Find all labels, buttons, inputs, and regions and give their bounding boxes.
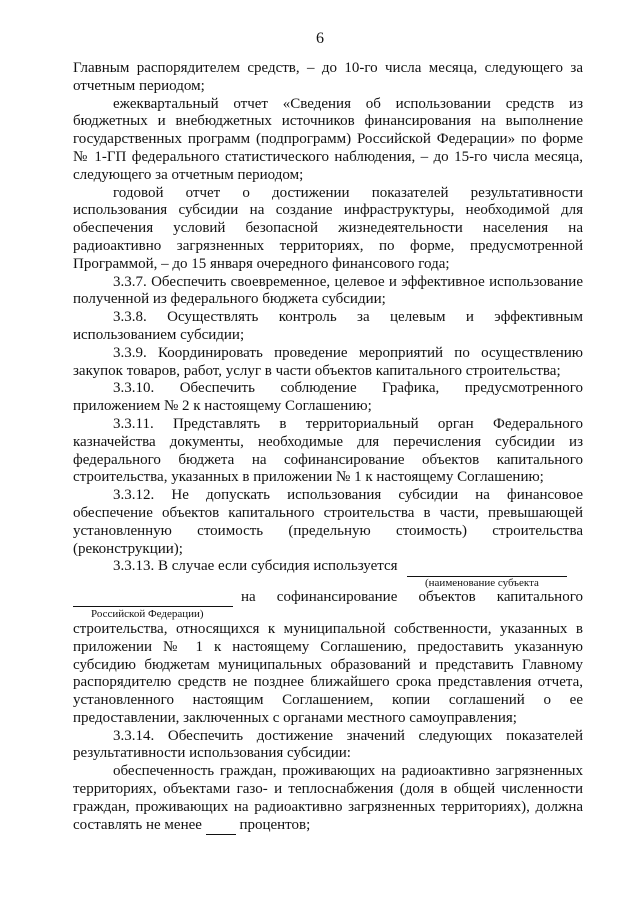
paragraph-deadline-10: Главным распорядителем средств, – до 10-го числа месяца, следующего за отчетным периодом; bbox=[73, 60, 583, 94]
document-body bbox=[73, 60, 583, 835]
clause-3-3-9: 3.3.9. Координировать проведение мероприятий по осуществлению закупок товаров, работ, услуг в части объектов капитального строительства; bbox=[73, 344, 583, 379]
subject-blank-line bbox=[407, 558, 567, 577]
subject-name-note: (наименование субъекта bbox=[425, 577, 539, 590]
clause-3-3-11: 3.3.11. Представлять в территориальный орган Федерального казначейства документы, необходимые для перечисления субсидии из федерального бюджета на софинансирование объектов капитального строительства, указанных в приложении № 1 к настоящему Соглашению; bbox=[73, 415, 583, 486]
clause-3-3-7: 3.3.7. Обеспечить своевременное, целевое и эффективное использование полученной из федерального бюджета субсидии; bbox=[73, 273, 583, 308]
paragraph-gas-heat-supply bbox=[73, 763, 583, 835]
percent-label: процентов; bbox=[239, 816, 311, 833]
page-number: 6 bbox=[316, 30, 324, 47]
clause-3-3-13-start: 3.3.13. В случае если субсидия используется bbox=[113, 558, 398, 575]
subject-blank-line-2 bbox=[73, 591, 233, 607]
clause-3-3-8: 3.3.8. Осуществлять контроль за целевым и эффективным использованием субсидии; bbox=[73, 309, 583, 343]
percent-blank bbox=[206, 817, 236, 836]
gas-heat-supply-text: обеспеченность граждан, проживающих на радиоактивно загрязненных территориях, объектами газо- и теплоснабжения (доля в общей численности граждан, проживающих на радиоактивно загрязненных территориях), должна составлять не менее bbox=[73, 763, 583, 833]
clause-3-3-12: 3.3.12. Не допускать использования субсидии на финансовое обеспечение объектов капитального строительства в части, превышающей установленную стоимость (предельную стоимость) строительства (реконструкции); bbox=[73, 487, 583, 557]
clause-3-3-14: 3.3.14. Обеспечить достижение значений следующих показателей результативности использования субсидии: bbox=[73, 727, 583, 762]
clause-3-3-13-mid: на софинансирование объектов капитального bbox=[241, 589, 583, 606]
clause-3-3-10: 3.3.10. Обеспечить соблюдение Графика, предусмотренного приложением № 2 к настоящему Соглашению; bbox=[73, 380, 583, 415]
subject-federation-note: Российской Федерации) bbox=[91, 607, 204, 620]
paragraph-annual-report: годовой отчет о достижении показателей результативности использования субсидии на создание инфраструктуры, необходимой для обеспечения условий безопасной жизнедеятельности населения на радиоактивно загрязненных территориях, по форме, предусмотренной Программой, – до 15 января очередного финансового года; bbox=[73, 184, 583, 272]
clause-3-3-13-end: строительства, относящихся к муниципальной собственности, указанных в приложении № 1 к настоящему Соглашению, предоставить указанную субсидию бюджетам муниципальных образований и представить Главному распорядителю средств не позднее ближайшего срока представления отчета, установленного настоящим Соглашением, копии соглашений о ее предоставлении, заключенных с органами местного самоуправления; bbox=[73, 620, 583, 726]
paragraph-quarterly-report: ежеквартальный отчет «Сведения об использовании средств из бюджетных и внебюджетных источников финансирования на выполнение государственных программ (подпрограмм) Российской Федерации» по форме № 1-ГП федерального статистического наблюдения, – до 15-го числа месяца, следующего за отчетным периодом; bbox=[73, 95, 583, 183]
clause-3-3-13 bbox=[73, 558, 583, 727]
